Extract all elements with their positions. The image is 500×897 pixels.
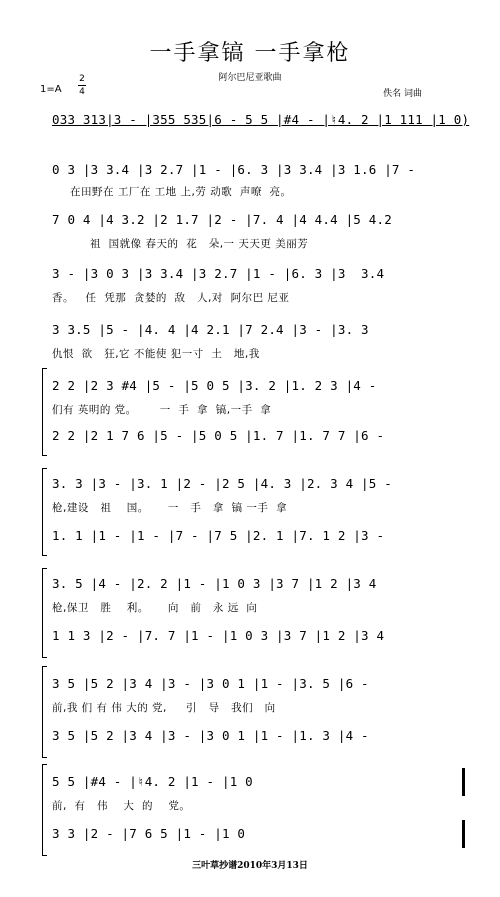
- notation-row-15: 3 3 |2 - |7 6 5 |1 - |1 0: [52, 826, 253, 841]
- page-title: 一手拿镐 一手拿枪: [149, 41, 351, 66]
- notation-row-3: 7 0 4 |4 3.2 |2 1.7 |2 - |7. 4 |4 4.4 |5 4.2: [52, 212, 400, 227]
- notation-row-14: 5 5 |#4 - |♮4. 2 |1 - |1 0: [52, 774, 261, 789]
- notation-row-11: 1 1 3 |2 - |7. 7 |1 - |1 0 3 |3 7 |1 2 |3 4: [52, 628, 392, 643]
- time-signature: [78, 74, 86, 97]
- notation-row-13: 3 5 |5 2 |3 4 |3 - |3 0 1 |1 - |1. 3 |4 -: [52, 728, 377, 743]
- lyric-line-5: 们有 英明的 党。 一 手 拿 镐,一手 拿: [52, 404, 272, 416]
- system-brace-5: [42, 764, 47, 856]
- final-barline-bottom: [462, 820, 465, 848]
- system-brace-1: [42, 368, 47, 456]
- song-origin: 阿尔巴尼亚歌曲: [218, 73, 282, 83]
- notation-row-8: 3. 3 |3 - |3. 1 |2 - |2 5 |4. 3 |2. 3 4 |5 -: [52, 476, 400, 491]
- system-brace-4: [42, 666, 47, 758]
- notation-row-2: 0 3 |3 3.4 |3 2.7 |1 - |6. 3 |3 3.4 |3 1.6 |7 -: [52, 162, 423, 177]
- lyric-line-1: 在田野在 工厂在 工地 上,劳 动歌 声嘹 亮。: [70, 186, 292, 198]
- notation-row-1: 033 313|3 - |355 535|6 - 5 5 |#4 - |♮4. 2 |1 111 |1 0): [52, 112, 470, 127]
- lyric-line-8: 前,我 们 有 伟 大的 党, 引 导 我们 向: [52, 702, 276, 714]
- notation-row-4: 3 - |3 0 3 |3 3.4 |3 2.7 |1 - |6. 3 |3 3.4: [52, 266, 392, 281]
- notation-row-12: 3 5 |5 2 |3 4 |3 - |3 0 1 |1 - |3. 5 |6 -: [52, 676, 377, 691]
- time-signature-top: 2: [79, 74, 85, 84]
- time-signature-bottom: 4: [79, 87, 85, 97]
- final-barline-top: [462, 768, 465, 796]
- notation-row-9: 1. 1 |1 - |1 - |7 - |7 5 |2. 1 |7. 1 2 |3 -: [52, 528, 392, 543]
- lyric-line-2: 祖 国就像 春天的 花 朵,一 天天更 美丽芳: [90, 238, 309, 250]
- lyric-line-6: 枪,建设 祖 国。 一 手 拿 镐 一手 拿: [52, 502, 288, 514]
- song-credit: 佚名 词曲: [383, 89, 422, 99]
- system-brace-3: [42, 568, 47, 658]
- system-brace-2: [42, 468, 47, 556]
- time-signature-line: [78, 85, 86, 86]
- notation-row-5: 3 3.5 |5 - |4. 4 |4 2.1 |7 2.4 |3 - |3. 3: [52, 322, 377, 337]
- key-signature: 1=A: [40, 84, 62, 95]
- notation-row-7: 2 2 |2 1 7 6 |5 - |5 0 5 |1. 7 |1. 7 7 |6 -: [52, 428, 392, 443]
- lyric-line-7: 枪,保卫 胜 利。 向 前 永 远 向: [52, 602, 258, 614]
- notation-row-6: 2 2 |2 3 #4 |5 - |5 0 5 |3. 2 |1. 2 3 |4 -: [52, 378, 385, 393]
- lyric-line-4: 仇恨 欲 狂,它 不能使 犯一寸 土 地,我: [52, 348, 260, 360]
- lyric-line-3: 香。 任 凭那 贪婪的 敌 人,对 阿尔巴 尼亚: [52, 292, 290, 304]
- lyric-line-9: 前, 有 伟 大 的 党。: [52, 800, 191, 812]
- transcriber-footer: 三叶草抄谱2010年3月13日: [192, 861, 308, 871]
- notation-row-10: 3. 5 |4 - |2. 2 |1 - |1 0 3 |3 7 |1 2 |3 4: [52, 576, 385, 591]
